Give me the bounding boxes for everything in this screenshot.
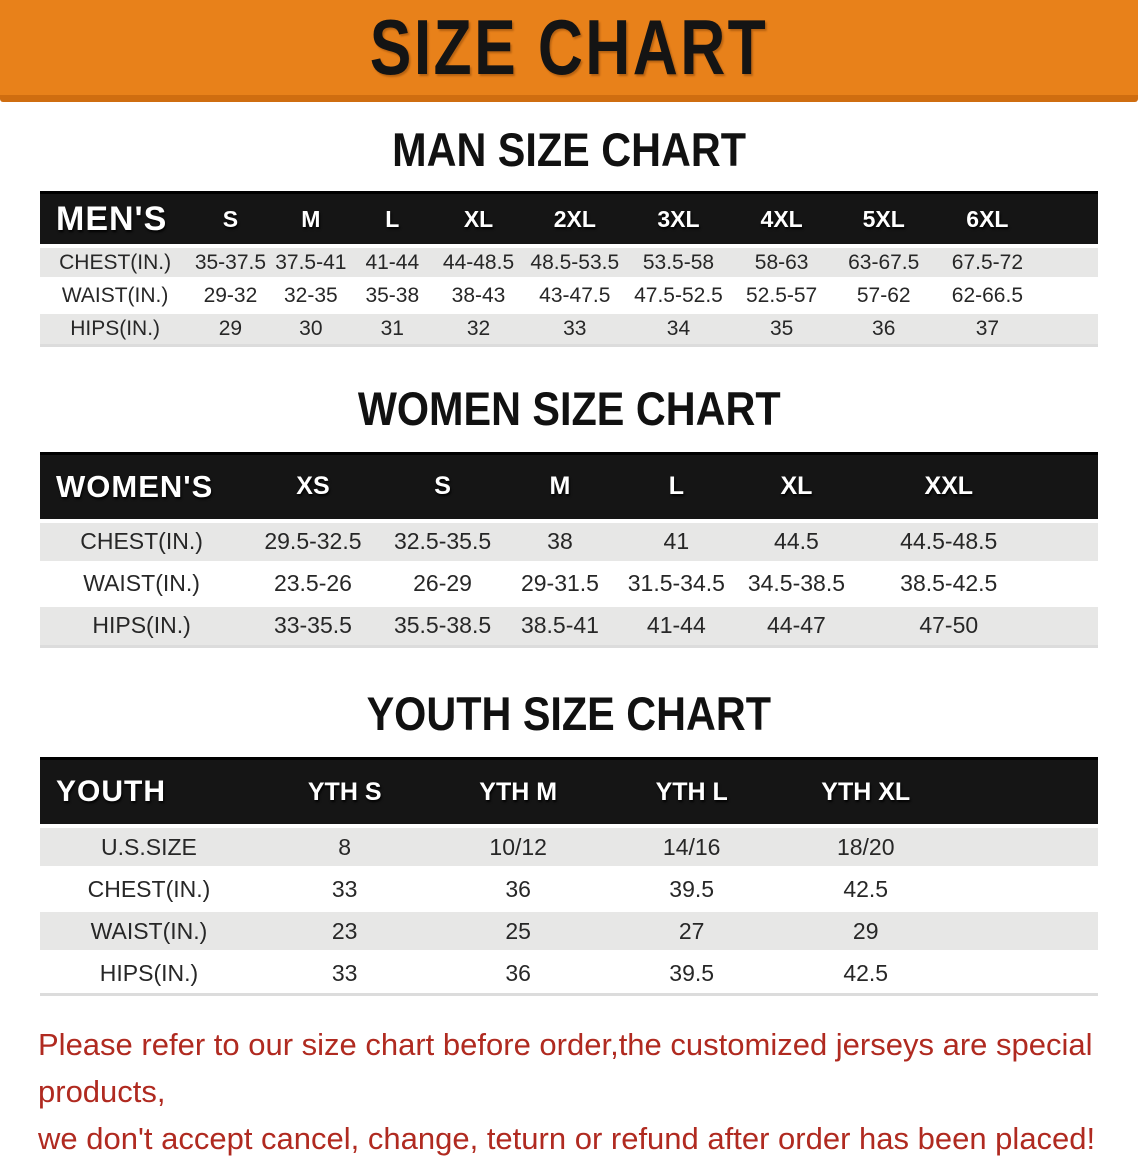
size-column-header: YTH XL — [778, 759, 953, 827]
size-column-header: 6XL — [935, 193, 1040, 247]
measurement-value: 38.5-42.5 — [858, 563, 1040, 605]
measurement-value: 41-44 — [618, 605, 735, 647]
row-spacer — [1040, 563, 1098, 605]
measurement-label: CHEST(IN.) — [40, 868, 258, 910]
measurement-value: 23 — [258, 910, 432, 952]
measurement-value: 37.5-41 — [271, 246, 351, 279]
row-spacer — [1040, 246, 1098, 279]
measurement-value: 33 — [523, 312, 626, 345]
measurement-row — [40, 868, 1098, 910]
size-header-row — [40, 193, 1098, 247]
measurement-value: 31.5-34.5 — [618, 563, 735, 605]
measurement-value: 29 — [778, 910, 953, 952]
measurement-value: 18/20 — [778, 826, 953, 868]
measurement-label: CHEST(IN.) — [40, 521, 243, 563]
measurement-label: HIPS(IN.) — [40, 312, 190, 345]
youth-size-table — [40, 757, 1098, 996]
measurement-value: 47.5-52.5 — [626, 279, 731, 312]
measurement-value: 44.5-48.5 — [858, 521, 1040, 563]
measurement-value: 27 — [605, 910, 779, 952]
measurement-row — [40, 246, 1098, 279]
size-column-header: L — [618, 453, 735, 521]
measurement-value: 10/12 — [431, 826, 605, 868]
measurement-value: 42.5 — [778, 868, 953, 910]
measurement-value: 32.5-35.5 — [383, 521, 503, 563]
measurement-value: 33 — [258, 952, 432, 994]
row-spacer — [953, 952, 1098, 994]
banner-title: SIZE CHART — [369, 3, 769, 91]
men-size-section — [0, 122, 1138, 347]
measurement-value: 38-43 — [434, 279, 524, 312]
size-column-header: XL — [735, 453, 858, 521]
measurement-value: 32-35 — [271, 279, 351, 312]
size-chart-banner — [0, 0, 1138, 102]
measurement-value: 29.5-32.5 — [243, 521, 383, 563]
order-disclaimer-note — [38, 1021, 1100, 1162]
measurement-value: 43-47.5 — [523, 279, 626, 312]
measurement-row — [40, 312, 1098, 345]
row-spacer — [953, 868, 1098, 910]
measurement-value: 38 — [502, 521, 617, 563]
youth-size-section — [0, 686, 1138, 996]
measurement-value: 25 — [431, 910, 605, 952]
header-spacer — [1040, 453, 1098, 521]
measurement-value: 35 — [731, 312, 833, 345]
table-corner-label: WOMEN'S — [40, 453, 243, 521]
disclaimer-line-1: Please refer to our size chart before order,the customized jerseys are special products, — [38, 1026, 1093, 1109]
measurement-label: WAIST(IN.) — [40, 563, 243, 605]
measurement-label: WAIST(IN.) — [40, 910, 258, 952]
measurement-value: 29-31.5 — [502, 563, 617, 605]
measurement-value: 44-48.5 — [434, 246, 524, 279]
measurement-value: 41 — [618, 521, 735, 563]
measurement-label: CHEST(IN.) — [40, 246, 190, 279]
disclaimer-line-2: we don't accept cancel, change, teturn or refund after order has been placed! — [38, 1120, 1096, 1156]
measurement-value: 26-29 — [383, 563, 503, 605]
women-size-table — [40, 452, 1098, 649]
row-spacer — [953, 826, 1098, 868]
measurement-value: 38.5-41 — [502, 605, 617, 647]
measurement-value: 31 — [351, 312, 434, 345]
measurement-value: 37 — [935, 312, 1040, 345]
size-column-header: M — [502, 453, 617, 521]
measurement-row — [40, 521, 1098, 563]
size-column-header: 4XL — [731, 193, 833, 247]
measurement-value: 39.5 — [605, 952, 779, 994]
measurement-value: 42.5 — [778, 952, 953, 994]
size-column-header: YTH S — [258, 759, 432, 827]
size-column-header: YTH L — [605, 759, 779, 827]
size-column-header: YTH M — [431, 759, 605, 827]
measurement-value: 58-63 — [731, 246, 833, 279]
measurement-value: 63-67.5 — [832, 246, 935, 279]
size-column-header: XXL — [858, 453, 1040, 521]
measurement-row — [40, 605, 1098, 647]
row-spacer — [1040, 521, 1098, 563]
size-header-row — [40, 453, 1098, 521]
measurement-value: 36 — [431, 952, 605, 994]
measurement-value: 8 — [258, 826, 432, 868]
size-column-header: XS — [243, 453, 383, 521]
measurement-value: 32 — [434, 312, 524, 345]
measurement-value: 48.5-53.5 — [523, 246, 626, 279]
row-spacer — [953, 910, 1098, 952]
measurement-value: 44-47 — [735, 605, 858, 647]
measurement-value: 36 — [431, 868, 605, 910]
measurement-row — [40, 952, 1098, 994]
measurement-value: 57-62 — [832, 279, 935, 312]
measurement-row — [40, 826, 1098, 868]
measurement-label: HIPS(IN.) — [40, 952, 258, 994]
measurement-value: 30 — [271, 312, 351, 345]
row-spacer — [1040, 605, 1098, 647]
measurement-value: 34 — [626, 312, 731, 345]
measurement-row — [40, 279, 1098, 312]
measurement-value: 35.5-38.5 — [383, 605, 503, 647]
size-column-header: M — [271, 193, 351, 247]
measurement-label: HIPS(IN.) — [40, 605, 243, 647]
measurement-value: 33 — [258, 868, 432, 910]
measurement-value: 53.5-58 — [626, 246, 731, 279]
measurement-value: 29-32 — [190, 279, 270, 312]
measurement-row — [40, 910, 1098, 952]
size-column-header: S — [383, 453, 503, 521]
measurement-value: 35-38 — [351, 279, 434, 312]
size-column-header: 2XL — [523, 193, 626, 247]
table-corner-label: YOUTH — [40, 759, 258, 827]
men-size-table — [40, 191, 1098, 347]
measurement-value: 67.5-72 — [935, 246, 1040, 279]
women-size-section — [0, 381, 1138, 649]
measurement-value: 33-35.5 — [243, 605, 383, 647]
measurement-value: 62-66.5 — [935, 279, 1040, 312]
measurement-label: WAIST(IN.) — [40, 279, 190, 312]
measurement-value: 36 — [832, 312, 935, 345]
measurement-value: 34.5-38.5 — [735, 563, 858, 605]
size-column-header: 5XL — [832, 193, 935, 247]
measurement-value: 47-50 — [858, 605, 1040, 647]
size-column-header: S — [190, 193, 270, 247]
size-column-header: L — [351, 193, 434, 247]
measurement-value: 39.5 — [605, 868, 779, 910]
header-spacer — [953, 759, 1098, 827]
row-spacer — [1040, 312, 1098, 345]
measurement-row — [40, 563, 1098, 605]
youth-section-title: YOUTH SIZE CHART — [366, 687, 772, 740]
men-section-title: MAN SIZE CHART — [392, 123, 746, 176]
size-column-header: 3XL — [626, 193, 731, 247]
header-spacer — [1040, 193, 1098, 247]
row-spacer — [1040, 279, 1098, 312]
size-column-header: XL — [434, 193, 524, 247]
measurement-value: 52.5-57 — [731, 279, 833, 312]
table-corner-label: MEN'S — [40, 193, 190, 247]
size-header-row — [40, 759, 1098, 827]
measurement-value: 29 — [190, 312, 270, 345]
measurement-value: 41-44 — [351, 246, 434, 279]
measurement-value: 23.5-26 — [243, 563, 383, 605]
women-section-title: WOMEN SIZE CHART — [357, 381, 781, 435]
measurement-value: 44.5 — [735, 521, 858, 563]
measurement-label: U.S.SIZE — [40, 826, 258, 868]
measurement-value: 14/16 — [605, 826, 779, 868]
measurement-value: 35-37.5 — [190, 246, 270, 279]
